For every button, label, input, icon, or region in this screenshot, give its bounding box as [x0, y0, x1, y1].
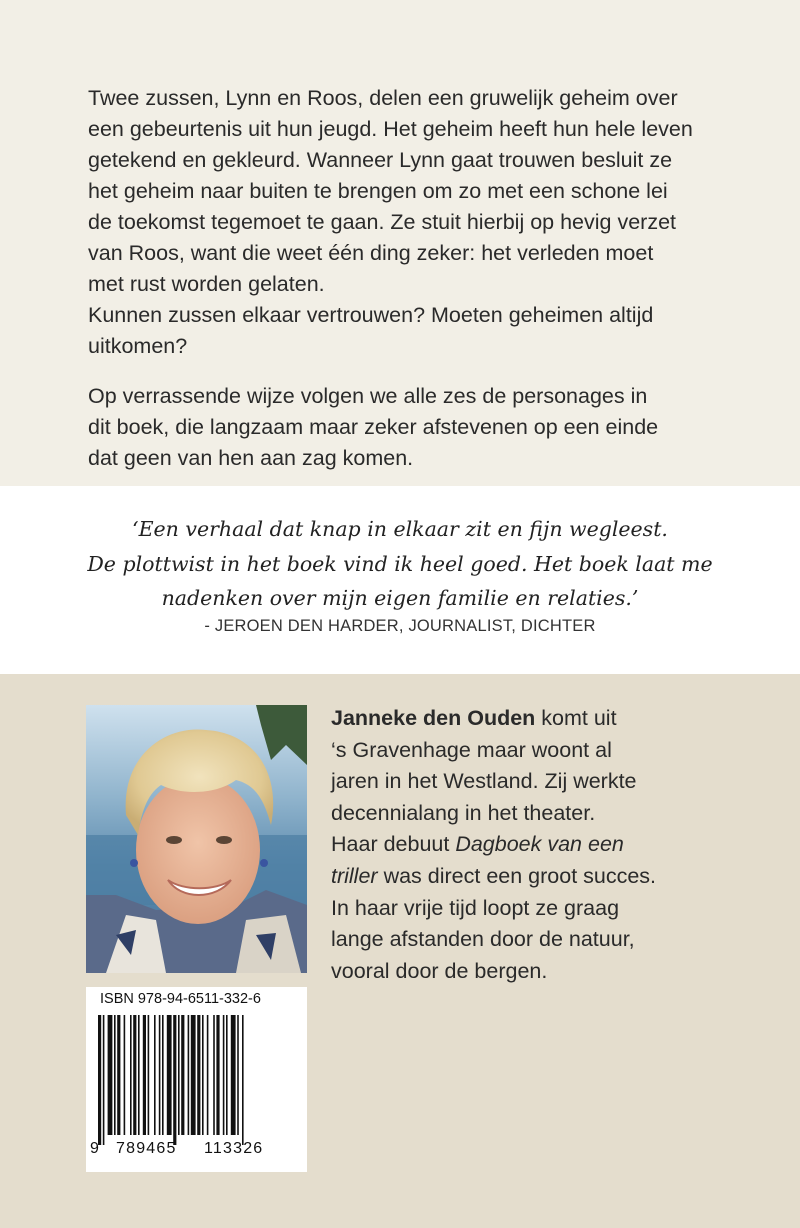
- quote-line: nadenken over mijn eigen familie en relaties.’: [161, 586, 639, 610]
- barcode-bar: [213, 1015, 215, 1135]
- barcode-bar: [231, 1015, 236, 1135]
- barcode-bar: [242, 1015, 244, 1145]
- barcode-bar: [237, 1015, 239, 1135]
- author-bio: [331, 703, 751, 987]
- blurb-line: uitkomen?: [88, 334, 188, 358]
- blurb-line: een gebeurtenis uit hun jeugd. Het geheim heeft hun hele leven: [88, 117, 693, 141]
- isbn-barcode: [86, 987, 307, 1172]
- bio-line: vooral door de bergen.: [331, 958, 548, 983]
- bio-text: was direct een groot succes.: [377, 863, 657, 888]
- barcode-bar: [148, 1015, 150, 1135]
- barcode-bar: [226, 1015, 228, 1135]
- barcode-bar: [167, 1015, 172, 1135]
- author-photo: [86, 705, 307, 973]
- barcode-bar: [114, 1015, 116, 1135]
- barcode-bar: [154, 1015, 156, 1135]
- blurb-line: met rust worden gelaten.: [88, 272, 325, 296]
- barcode-bar: [133, 1015, 136, 1135]
- barcode-bar: [188, 1015, 190, 1135]
- barcode-bar: [178, 1015, 180, 1135]
- barcode-bar: [202, 1015, 204, 1135]
- barcode-bar: [191, 1015, 196, 1135]
- author-name: Janneke den Ouden: [331, 706, 536, 730]
- barcode-bar: [162, 1015, 164, 1135]
- bio-text: Haar debuut: [331, 832, 456, 857]
- bio-line: [331, 829, 751, 861]
- blurb-line: van Roos, want die weet één ding zeker: het verleden moet: [88, 241, 654, 265]
- blurb-line: dit boek, die langzaam maar zeker afstevenen op een einde: [88, 415, 659, 439]
- blurb-line: Op verrassende wijze volgen we alle zes de personages in: [88, 384, 648, 408]
- quote-line: ‘Een verhaal dat knap in elkaar zit en fijn wegleest.: [132, 517, 668, 541]
- quote-attribution: - JEROEN DEN HARDER, JOURNALIST, DICHTER: [204, 617, 596, 635]
- barcode-bar: [98, 1015, 101, 1145]
- barcode-bar: [117, 1015, 120, 1135]
- barcode-bar: [103, 1015, 105, 1145]
- debut-title: triller: [331, 863, 378, 888]
- barcode-bar: [173, 1015, 176, 1145]
- review-quote: [60, 512, 740, 616]
- bio-line: decennialang in het theater.: [331, 800, 596, 825]
- barcode-bar: [143, 1015, 146, 1135]
- blurb-line: het geheim naar buiten te brengen om zo met een schone lei: [88, 179, 668, 203]
- barcode-bar: [130, 1015, 132, 1135]
- bio-line: jaren in het Westland. Zij werkte: [331, 769, 637, 794]
- bio-line: [331, 703, 751, 735]
- barcode-bar: [124, 1015, 126, 1135]
- debut-title: Dagboek van een: [455, 832, 624, 857]
- barcode-bar: [181, 1015, 184, 1135]
- barcode-first-digit: 9: [90, 1140, 99, 1157]
- blurb-line: Kunnen zussen elkaar vertrouwen? Moeten geheimen altijd: [88, 303, 654, 327]
- barcode-bar: [108, 1015, 113, 1135]
- barcode-bar: [216, 1015, 219, 1135]
- blurb-text: [88, 83, 728, 474]
- barcode-left-digits: 789465: [116, 1140, 177, 1157]
- bio-line: [331, 861, 751, 893]
- barcode-icon: [98, 1015, 296, 1145]
- quote-line: De plottwist in het boek vind ik heel goed. Het boek laat me: [87, 551, 713, 576]
- barcode-bar: [159, 1015, 161, 1135]
- blurb-line: dat geen van hen aan zag komen.: [88, 446, 414, 470]
- author-portrait-icon: [86, 705, 307, 973]
- blurb-line: getekend en gekleurd. Wanneer Lynn gaat trouwen besluit ze: [88, 148, 673, 172]
- barcode-right-digits: 113326: [204, 1140, 264, 1157]
- barcode-bar: [207, 1015, 209, 1135]
- isbn-label: ISBN 978-94-6511-332-6: [100, 991, 261, 1007]
- barcode-bar: [138, 1015, 140, 1135]
- barcode-bar: [223, 1015, 225, 1135]
- barcode-bar: [197, 1015, 200, 1135]
- bio-text: komt uit: [535, 706, 617, 730]
- bio-line: In haar vrije tijd loopt ze graag: [331, 895, 620, 920]
- blurb-line: de toekomst tegemoet te gaan. Ze stuit hierbij op hevig verzet: [88, 210, 676, 234]
- blurb-line: Twee zussen, Lynn en Roos, delen een gruwelijk geheim over: [88, 86, 678, 110]
- bio-line: ‘s Gravenhage maar woont al: [331, 737, 612, 762]
- bio-line: lange afstanden door de natuur,: [331, 927, 635, 952]
